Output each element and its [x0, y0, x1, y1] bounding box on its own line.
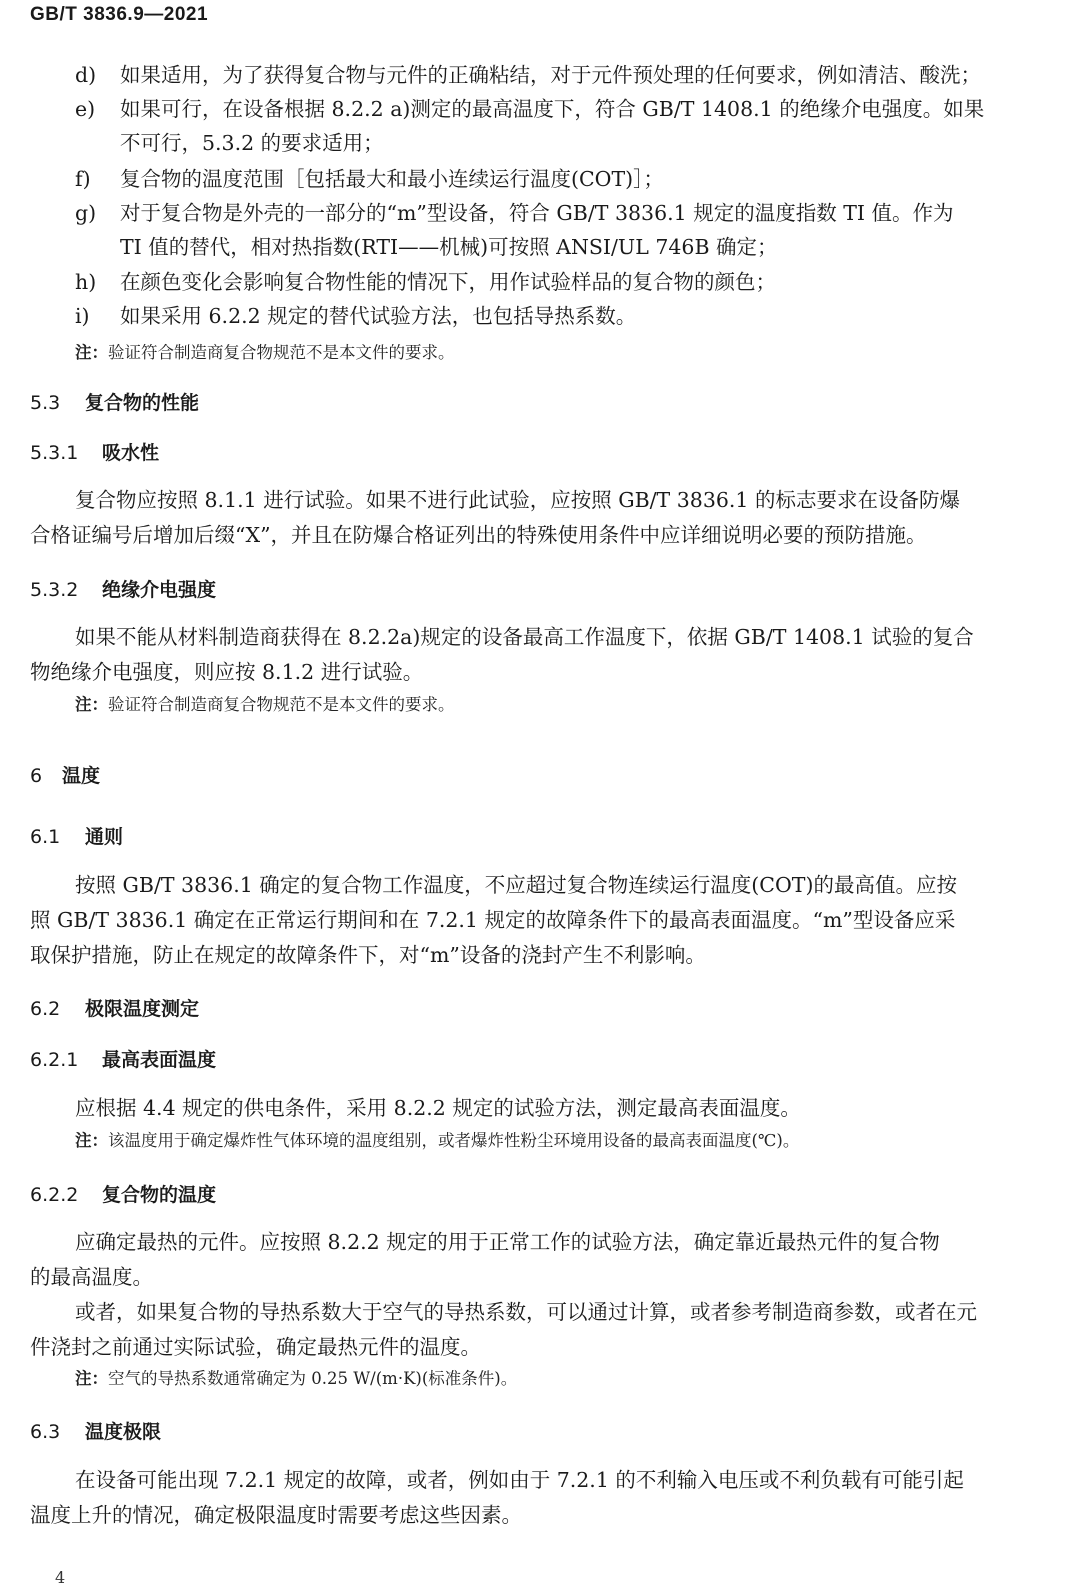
paragraph-line: 取保护措施，防止在规定的故障条件下，对“m”设备的浇封产生不利影响。 — [30, 943, 706, 967]
section-heading-6-2 — [30, 994, 199, 1021]
note — [75, 693, 455, 717]
list-text: 如果采用 6.2.2 规定的替代试验方法，也包括导热系数。 — [120, 304, 637, 328]
list-label: e) — [75, 97, 96, 121]
section-title: 复合物的温度 — [102, 1184, 217, 1206]
section-title: 通则 — [85, 826, 124, 848]
section-number: 5.3.1 — [30, 442, 79, 464]
section-number: 5.3.2 — [30, 579, 79, 601]
list-label: g) — [75, 201, 97, 225]
note-text: 该温度用于确定爆炸性气体环境的温度组别，或者爆炸性粉尘环境用设备的最高表面温度(℃)。 — [108, 1131, 800, 1150]
paragraph-line: 件浇封之前通过实际试验，确定最热元件的温度。 — [30, 1335, 481, 1359]
note — [75, 1129, 799, 1153]
note-prefix: 注： — [75, 1369, 108, 1388]
section-heading-5-3 — [30, 388, 199, 415]
note-text: 验证符合制造商复合物规范不是本文件的要求。 — [108, 695, 455, 714]
section-heading-6-3 — [30, 1417, 161, 1444]
section-number: 5.3 — [30, 392, 61, 414]
note-text: 验证符合制造商复合物规范不是本文件的要求。 — [108, 343, 455, 362]
paragraph-line: 的最高温度。 — [30, 1265, 153, 1289]
paragraph-line: 按照 GB/T 3836.1 确定的复合物工作温度，不应超过复合物连续运行温度(COT)的最高值。应按 — [75, 873, 957, 897]
paragraph-line: 在设备可能出现 7.2.1 规定的故障，或者，例如由于 7.2.1 的不利输入电压或不利负载有可能引起 — [75, 1468, 964, 1492]
section-title: 吸水性 — [102, 442, 160, 464]
list-text: 复合物的温度范围［包括最大和最小连续运行温度(COT)］； — [120, 167, 664, 191]
section-number: 6.2.1 — [30, 1049, 79, 1071]
section-title: 绝缘介电强度 — [102, 579, 217, 601]
paragraph-line: 如果不能从材料制造商获得在 8.2.2a)规定的设备最高工作温度下，依据 GB/T 1408.1 试验的复合 — [75, 625, 974, 649]
list-text: 如果适用，为了获得复合物与元件的正确粘结，对于元件预处理的任何要求，例如清洁、酸洗； — [120, 63, 981, 87]
paragraph-line: 物绝缘介电强度，则应按 8.1.2 进行试验。 — [30, 660, 424, 684]
section-heading-5-3-1 — [30, 438, 159, 465]
document-header: GB/T 3836.9—2021 — [30, 4, 209, 25]
note — [75, 341, 455, 365]
note — [75, 1367, 517, 1391]
paragraph-line: 应确定最热的元件。应按照 8.2.2 规定的用于正常工作的试验方法，确定靠近最热元件的复合物 — [75, 1230, 940, 1254]
section-heading-6-2-1 — [30, 1045, 216, 1072]
section-title: 温度极限 — [85, 1421, 162, 1443]
section-heading-6-2-2 — [30, 1180, 216, 1207]
list-label: i) — [75, 304, 90, 328]
paragraph-line: 温度上升的情况，确定极限温度时需要考虑这些因素。 — [30, 1503, 522, 1527]
section-number: 6.1 — [30, 826, 61, 848]
page-number: 4 — [55, 1568, 66, 1587]
note-prefix: 注： — [75, 695, 108, 714]
list-text-continuation: TI 值的替代，相对热指数(RTI——机械)可按照 ANSI/UL 746B 确定； — [120, 235, 778, 259]
list-label: h) — [75, 270, 97, 294]
section-title: 温度 — [62, 765, 101, 787]
list-label: d) — [75, 63, 97, 87]
section-number: 6.2 — [30, 998, 61, 1020]
section-heading-6 — [30, 761, 100, 788]
section-title: 复合物的性能 — [85, 392, 200, 414]
paragraph-line: 应根据 4.4 规定的供电条件，采用 8.2.2 规定的试验方法，测定最高表面温度。 — [75, 1096, 801, 1120]
paragraph-line: 复合物应按照 8.1.1 进行试验。如果不进行此试验，应按照 GB/T 3836.1 的标志要求在设备防爆 — [75, 488, 960, 512]
list-text: 对于复合物是外壳的一部分的“m”型设备，符合 GB/T 3836.1 规定的温度指数 TI 值。作为 — [120, 201, 954, 225]
note-prefix: 注： — [75, 1131, 108, 1150]
paragraph-line: 合格证编号后增加后缀“X”，并且在防爆合格证列出的特殊使用条件中应详细说明必要的预防措施。 — [30, 523, 927, 547]
paragraph-line: 或者，如果复合物的导热系数大于空气的导热系数，可以通过计算，或者参考制造商参数，或者在元 — [75, 1300, 977, 1324]
section-number: 6 — [30, 765, 43, 787]
section-title: 极限温度测定 — [85, 998, 200, 1020]
note-prefix: 注： — [75, 343, 108, 362]
section-number: 6.3 — [30, 1421, 61, 1443]
section-heading-5-3-2 — [30, 575, 216, 602]
list-text-continuation: 不可行，5.3.2 的要求适用； — [120, 131, 384, 155]
list-text: 在颜色变化会影响复合物性能的情况下，用作试验样品的复合物的颜色； — [120, 270, 776, 294]
section-number: 6.2.2 — [30, 1184, 79, 1206]
section-title: 最高表面温度 — [102, 1049, 217, 1071]
section-heading-6-1 — [30, 822, 123, 849]
note-text: 空气的导热系数通常确定为 0.25 W/(m·K)(标准条件)。 — [108, 1369, 518, 1388]
list-text: 如果可行，在设备根据 8.2.2 a)测定的最高温度下，符合 GB/T 1408.1 的绝缘介电强度。如果 — [120, 97, 985, 121]
list-label: f) — [75, 167, 91, 191]
paragraph-line: 照 GB/T 3836.1 确定在正常运行期间和在 7.2.1 规定的故障条件下的最高表面温度。“m”型设备应采 — [30, 908, 956, 932]
